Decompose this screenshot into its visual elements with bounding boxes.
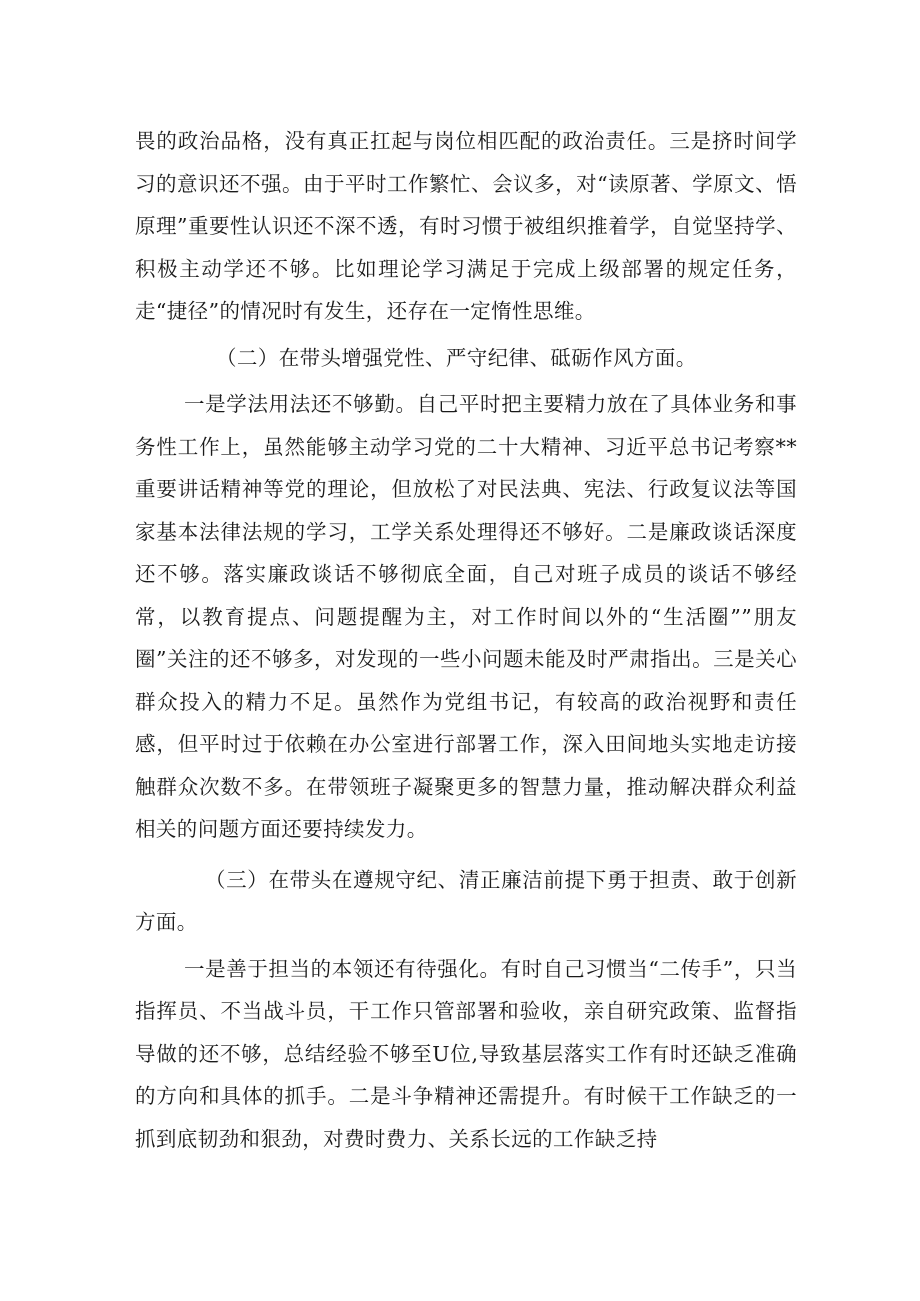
document-body [135, 120, 797, 1160]
paragraph-continuation: 畏的政治品格，没有真正扛起与岗位相匹配的政治责任。三是挤时间学习的意识还不强。由于平时工作繁忙、会议多，对“读原著、学原文、悟原理”重要性认识还不深不透，有时习惯于被组织推着学，自觉坚持学、积极主动学还不够。比如理论学习满足于完成上级部署的规定任务，走“捷径”的情况时有发生，还存在一定惰性思维。 [135, 129, 797, 323]
paragraph-section-3-body: 一是善于担当的本领还有待强化。有时自己习惯当“二传手”，只当指挥员、不当战斗员，干工作只管部署和验收，亲自研究政策、监督指导做的还不够，总结经验不够至U位,导致基层落实工作有时还缺乏准确的方向和具体的抓手。二是斗争精神还需提升。有时候干工作缺乏的一抓到底韧劲和狠劲，对费时费力、关系长远的工作缺乏持 [135, 956, 797, 1151]
paragraph-section-2-body: 一是学法用法还不够勤。自己平时把主要精力放在了具体业务和事务性工作上，虽然能够主动学习党的二十大精神、习近平总书记考察**重要讲话精神等党的理论，但放松了对民法典、宪法、行政复议法等国家基本法律法规的学习，工学关系处理得还不够好。二是廉政谈话深度还不够。落实廉政谈话不够彻底全面，自己对班子成员的谈话不够经常，以教育提点、问题提醒为主，对工作时间以外的“生活圈””朋友圈”关注的还不够多，对发现的一些小问题未能及时严肃指出。三是关心群众投入的精力不足。虽然作为党组书记，有较高的政治视野和责任感，但平时过于依赖在办公室进行部署工作，深入田间地头实地走访接触群众次数不多。在带领班子凝聚更多的智慧力量，推动解决群众利益相关的问题方面还要持续发力。 [135, 392, 797, 841]
section-heading-3: （三）在带头在遵规守纪、清正廉洁前提下勇于担责、敢于创新方面。 [135, 867, 797, 934]
section-heading-2: （二）在带头增强党性、严守纪律、砥砺作风方面。 [216, 345, 697, 370]
